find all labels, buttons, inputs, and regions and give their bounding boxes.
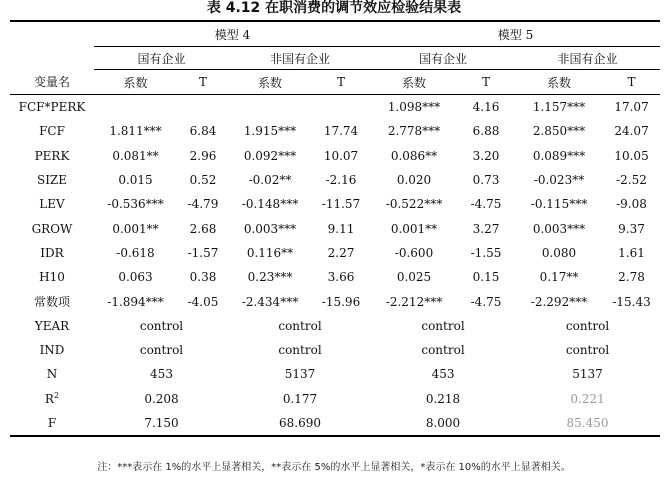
t-cell: 0.52 [189, 173, 217, 188]
t-cell: 17.74 [323, 124, 359, 139]
table-row [10, 265, 660, 289]
summary-label [10, 387, 94, 411]
variable-name: FCF [39, 124, 65, 139]
t-cell: 0.73 [472, 173, 500, 188]
t-cell: -15.43 [612, 294, 651, 309]
t-cell: 4.16 [472, 100, 500, 115]
coef-cell: 0.063 [118, 270, 153, 285]
t-cell: -4.75 [470, 294, 502, 309]
summary-value: 0.218 [425, 391, 461, 406]
coef-cell: 0.015 [118, 173, 153, 188]
t-cell: 6.84 [189, 124, 217, 139]
variable-name: 常数项 [33, 295, 70, 310]
t-cell: 2.27 [327, 245, 355, 260]
coef-cell: 0.17** [539, 270, 579, 285]
table-row [10, 168, 660, 192]
summary-label-text: F [47, 416, 57, 430]
coef-cell: 0.001** [112, 221, 159, 236]
summary-row [10, 411, 660, 436]
coef-cell: -0.600 [394, 245, 434, 260]
summary-label [10, 362, 94, 386]
t-cell: 3.27 [472, 221, 500, 236]
t-cell: 1.61 [618, 245, 645, 260]
summary-value: 0.221 [570, 391, 605, 406]
coef-cell [229, 95, 311, 120]
table-row [10, 289, 660, 313]
coef-header: 系数 [94, 70, 177, 95]
t-cell: 2.78 [618, 270, 645, 285]
model-4-label: 模型 4 [94, 21, 371, 47]
table-row [10, 192, 660, 216]
coef-cell: -2.434*** [241, 294, 299, 309]
coef-cell: -0.618 [116, 245, 155, 260]
table-row [10, 95, 660, 120]
coef-header: 系数 [229, 70, 311, 95]
coef-cell: 1.098*** [387, 100, 441, 115]
significance-note: 注：***表示在 1%的水平上显著相关，**表示在 5%的水平上显著相关，*表示在 10%的水平上显著相关。 [97, 462, 571, 473]
coef-cell: 1.811*** [109, 124, 162, 139]
summary-value: control [278, 318, 322, 333]
summary-value: 0.208 [144, 391, 179, 406]
t-cell: -4.79 [187, 197, 219, 212]
t-cell [311, 95, 371, 120]
t-cell: 0.38 [189, 270, 217, 285]
group-header-row [10, 47, 660, 70]
superscript: 2 [53, 390, 60, 400]
summary-label-text: IND [39, 343, 65, 358]
t-cell: 3.20 [472, 148, 500, 163]
model-5-label: 模型 5 [371, 21, 660, 47]
summary-label [10, 338, 94, 362]
t-cell: 10.05 [614, 148, 649, 163]
corner-cell [10, 21, 94, 47]
summary-value: control [421, 343, 465, 358]
t-cell: 2.68 [189, 221, 217, 236]
summary-value: 453 [150, 367, 173, 382]
summary-label [10, 314, 94, 338]
coef-cell: 0.23*** [247, 270, 293, 285]
corner-cell [10, 47, 94, 70]
t-cell: 2.96 [189, 148, 217, 163]
coef-cell: -1.894*** [107, 294, 164, 309]
summary-label-text: YEAR [34, 318, 70, 333]
summary-value: 0.177 [282, 391, 318, 406]
t-cell: 3.66 [327, 270, 355, 285]
summary-label-text: N [46, 367, 58, 382]
t-cell: -11.57 [321, 197, 361, 212]
summary-value: 85.450 [515, 411, 660, 436]
coef-cell: 0.116** [246, 245, 294, 260]
table-row [10, 216, 660, 240]
t-header: T [177, 70, 229, 95]
column-header-row [10, 70, 660, 95]
summary-value: control [565, 318, 610, 333]
t-cell: 9.11 [327, 221, 355, 236]
coef-cell: 2.850*** [532, 124, 586, 139]
t-cell [177, 95, 229, 120]
summary-row [10, 362, 660, 386]
variable-name: FCF*PERK [18, 100, 86, 115]
coef-cell: 0.003*** [532, 221, 586, 236]
coef-cell: 2.778*** [387, 124, 441, 139]
coef-cell: 1.915*** [243, 124, 297, 139]
coef-cell: -2.212*** [385, 294, 443, 309]
group-soe-2: 国有企业 [371, 47, 515, 70]
summary-row [10, 338, 660, 362]
summary-value: 7.150 [94, 411, 229, 436]
coef-header: 系数 [515, 70, 603, 95]
t-header: T [603, 70, 660, 95]
summary-value: control [421, 318, 465, 333]
t-cell: 17.07 [614, 100, 649, 115]
summary-value: control [565, 343, 610, 358]
summary-value: control [278, 343, 322, 358]
summary-label-text: R [44, 391, 54, 406]
coef-cell: -0.115*** [530, 197, 588, 212]
coef-cell: 0.003*** [243, 221, 297, 236]
summary-value: 68.690 [229, 411, 371, 436]
summary-value: 5137 [284, 367, 316, 382]
variable-name: LEV [39, 197, 65, 212]
coef-cell: 0.001** [390, 221, 438, 236]
group-soe-1: 国有企业 [94, 47, 229, 70]
table-row [10, 119, 660, 143]
t-header: T [457, 70, 515, 95]
t-cell: -4.05 [187, 294, 219, 309]
coef-cell: 0.081** [112, 148, 159, 163]
summary-value: 453 [431, 367, 455, 382]
summary-label [10, 411, 94, 436]
table-row [10, 241, 660, 265]
coef-cell: -0.536*** [107, 197, 164, 212]
coef-cell: -0.023** [533, 173, 585, 188]
variable-name: PERK [34, 148, 70, 163]
table-row [10, 144, 660, 168]
coef-cell [94, 95, 177, 120]
coef-cell: 0.025 [396, 270, 432, 285]
coef-cell: 0.089*** [532, 148, 586, 163]
coef-cell: 0.080 [541, 245, 577, 260]
summary-value: control [139, 318, 184, 333]
model-header-row [10, 21, 660, 47]
t-cell: 10.07 [323, 148, 359, 163]
coef-cell: -0.148*** [241, 197, 299, 212]
t-cell: -15.96 [321, 294, 361, 309]
variable-header: 变量名 [10, 70, 94, 95]
coef-header: 系数 [371, 70, 457, 95]
summary-value: 8.000 [371, 411, 515, 436]
variable-name: IDR [40, 245, 64, 260]
t-cell: 24.07 [614, 124, 649, 139]
summary-row [10, 314, 660, 338]
summary-row [10, 387, 660, 411]
coef-cell: 1.157*** [532, 100, 586, 115]
variable-name: H10 [39, 270, 65, 285]
regression-table [10, 20, 660, 437]
t-cell: -1.57 [187, 245, 219, 260]
table-title: 表 4.12 在职消费的调节效应检验结果表 [206, 0, 462, 16]
t-cell: 0.15 [472, 270, 500, 285]
summary-value: control [139, 343, 184, 358]
variable-name: SIZE [36, 173, 68, 188]
t-cell: 6.88 [472, 124, 500, 139]
t-cell: -1.55 [470, 245, 502, 260]
t-cell: -2.16 [325, 173, 357, 188]
t-cell: 9.37 [618, 221, 645, 236]
t-cell: -9.08 [616, 197, 647, 212]
t-cell: -4.75 [470, 197, 502, 212]
group-nonsoe-2: 非国有企业 [515, 47, 660, 70]
coef-cell: 0.092*** [243, 148, 297, 163]
coef-cell: -2.292*** [530, 294, 588, 309]
t-header: T [311, 70, 371, 95]
variable-name: GROW [31, 221, 73, 236]
summary-value: 5137 [572, 367, 603, 382]
coef-cell: -0.02** [248, 173, 292, 188]
t-cell: -2.52 [616, 173, 647, 188]
group-nonsoe-1: 非国有企业 [229, 47, 371, 70]
coef-cell: -0.522*** [385, 197, 443, 212]
coef-cell: 0.086** [390, 148, 438, 163]
coef-cell: 0.020 [396, 173, 432, 188]
